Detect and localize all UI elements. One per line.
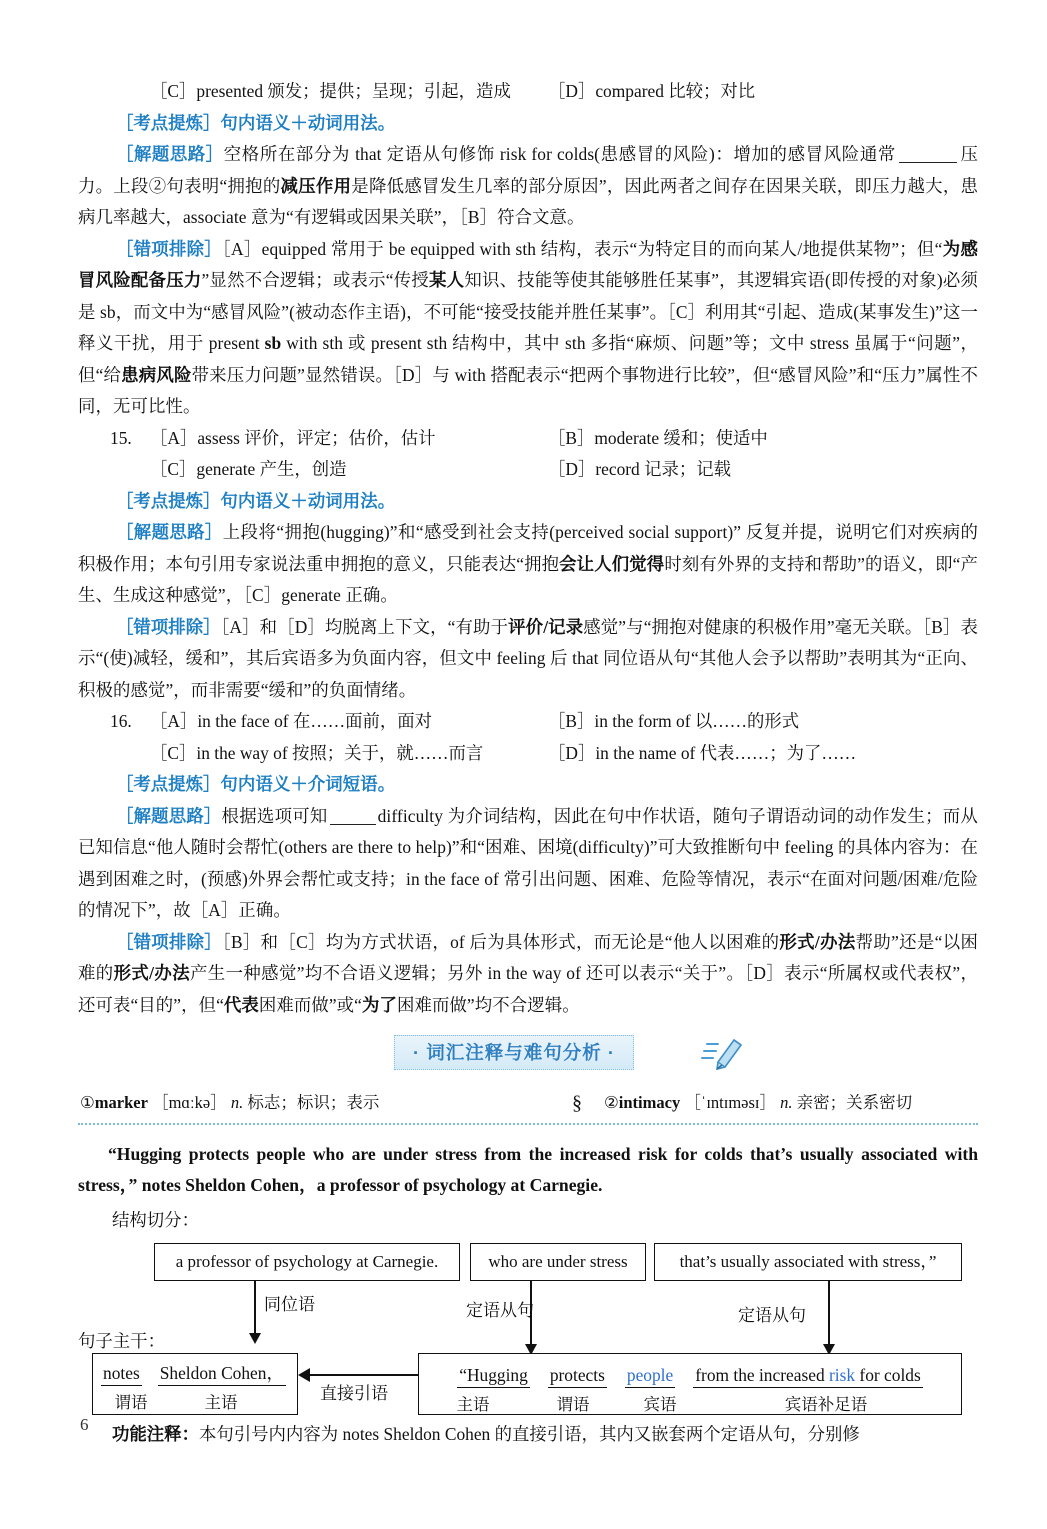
q15-option-d: ［D］record 记录；记载 xyxy=(548,459,732,479)
q16-jieti-t2: difficulty 为介词结构，因此在句中作状语，随句子谓语动词的动作发生；而从已知信息“他人随时会帮忙(others are there to help)”和“困难、困境(difficulty)”可大致推断句中 feeling 的具体内容为：在遇到困难之时，(预感)外界会帮忙或支持；in the face of 常引出问题、困难、危险等情况，表示“在面对问题/困难/危险的情况下”，故［A］正确。 xyxy=(78,805,978,920)
q14-kaodian-text: 句内语义＋动词用法。 xyxy=(220,112,396,133)
q14-jieti-part3: 是降低感冒发生几率的部分原因”，因此两者之间存在因果关联，即压力越大，患病几率越大，associate 意为“有逻辑或因果关联”，［B］符合文意。 xyxy=(78,175,978,227)
q14-cuoxiang-b5: 患病风险 xyxy=(121,364,192,385)
q15-jieti-tag: ［解题思路］ xyxy=(116,522,223,542)
q14-cuoxiang-t1: ［A］equipped 常用于 be equipped with sth 结构，表示“为特定目的而向某人/地提供某物”；但“ xyxy=(221,238,943,259)
q15-cuoxiang-t2: 感觉”与“拥抱对健康的积极作用”毫无关联。［B］表示“(使)减轻，缓和”，其后宾语多为负面内容，但文中 feeling 后 that 同位语从句“其他人会予以帮助”表明其为“正向、积极的感觉”，而非需要“缓和”的负面情绪。 xyxy=(78,616,978,700)
q16-jieti-paragraph xyxy=(78,801,978,927)
function-note-line xyxy=(78,1419,978,1449)
q16-cuoxiang-t2: 帮助”还是“以困难的 xyxy=(78,931,978,983)
q14-option-d: ［D］compared 比较；对比 xyxy=(548,81,756,101)
diagram-box-appositive: a professor of psychology at Carnegie. xyxy=(154,1243,460,1281)
arrow-line-appositive xyxy=(254,1281,256,1335)
vocab-1-pos: n. xyxy=(230,1093,244,1112)
main-left-role-1: 主语 xyxy=(204,1393,238,1412)
q16-jieti-tag: ［解题思路］ xyxy=(116,805,222,826)
main-right-roles xyxy=(419,1388,961,1418)
q14-jieti-bold1: 减压作用 xyxy=(280,175,352,196)
vocab-separator-icon: § xyxy=(572,1092,582,1114)
q16-option-c: ［C］in the way of 按照；关于，就……而言 xyxy=(150,742,484,763)
q14-cuoxiang-b4: sb xyxy=(264,333,282,353)
q15-jieti-t2: 时刻有外界的支持和帮助”的语义，即“产生、生成这种感觉”，［C］generate 正确。 xyxy=(78,553,978,605)
q15-options-row-1 xyxy=(78,423,978,455)
q16-cuoxiang-paragraph xyxy=(78,927,978,1022)
q14-cuoxiang-b3: 某人 xyxy=(429,270,465,290)
q15-kaodian-tag: ［考点提炼］ xyxy=(116,490,221,511)
connector-arrow-head xyxy=(298,1368,310,1382)
main-right-word-1: protects xyxy=(548,1365,607,1388)
main-right-words xyxy=(419,1354,961,1388)
q16-option-a: ［A］in the face of 在……面前，面对 xyxy=(150,711,433,731)
q16-jieti-blank xyxy=(330,824,376,825)
q16-kaodian-text: 句内语义＋介词短语。 xyxy=(220,774,396,794)
connector-line-direct-quote xyxy=(310,1374,418,1376)
main-right-word-risk: risk xyxy=(828,1365,856,1385)
q15-kaodian-text: 句内语义＋动词用法。 xyxy=(220,490,396,511)
q16-cuoxiang-b3: 代表 xyxy=(223,994,259,1015)
vocab-2-pos: n. xyxy=(780,1093,793,1112)
arrow-label-relative-2: 定语从句 xyxy=(738,1306,806,1325)
q14-cuoxiang-t3: 知识、技能等使其能够胜任某事”，其逻辑宾语(即传授的对象)必须是 sb，而文中为“感冒风险”(被动态作主语)，不可能“接受技能并胜任某事”。［C］利用其“引起、造成(某事发生)”这一释义干扰，用于 present xyxy=(78,270,979,353)
arrow-line-relative-2 xyxy=(828,1281,830,1346)
main-right-word-0: “Hugging xyxy=(457,1365,530,1388)
q16-option-b: ［B］in the form of 以……的形式 xyxy=(548,711,800,731)
main-left-words xyxy=(93,1354,297,1386)
q15-cuoxiang-t1: ［A］和［D］均脱离上下文，“有助于 xyxy=(220,616,509,637)
vocab-entry-1 xyxy=(80,1090,550,1116)
q14-cuoxiang-b2: 配备压力 xyxy=(130,270,202,290)
page-content xyxy=(78,76,978,1449)
q16-cuoxiang-t4: 困难而做”或“ xyxy=(258,994,362,1015)
vocab-section-title: · 词汇注释与难句分析 · xyxy=(394,1035,634,1070)
hard-sentence-quote: “Hugging protects people who are under stress from the increased risk for colds that’s usually associated with stress，” notes Sheldon Cohen，a professor of psychology at Carnegie. xyxy=(78,1144,978,1195)
vocab-2-phonetic: ［ˈɪntɪməsɪ］ xyxy=(684,1093,777,1112)
q15-cuoxiang-tag: ［错项排除］ xyxy=(116,616,221,637)
q16-number: 16. xyxy=(110,711,132,731)
q16-options-row-2 xyxy=(78,738,978,770)
q16-option-d: ［D］in the name of 代表……；为了…… xyxy=(548,742,857,763)
q15-jieti-b1: 会让人们觉得 xyxy=(559,553,665,574)
main-left-role-0: 谓语 xyxy=(114,1393,148,1412)
q16-cuoxiang-tag: ［错项排除］ xyxy=(116,931,222,952)
vocab-entry-2 xyxy=(604,1090,978,1116)
q15-option-a-wrap xyxy=(78,423,548,455)
main-right-role-0: 主语 xyxy=(456,1395,490,1414)
arrow-label-direct-quote: 直接引语 xyxy=(320,1384,388,1403)
vocab-section-header-wrap xyxy=(78,1035,978,1081)
q15-cuoxiang-paragraph xyxy=(78,612,978,707)
q16-cuoxiang-b2: 形式/办法 xyxy=(113,963,190,983)
q14-cuoxiang-paragraph xyxy=(78,234,978,423)
arrow-label-relative-1: 定语从句 xyxy=(466,1301,534,1320)
vocab-1-word: marker xyxy=(94,1093,148,1112)
main-left-roles xyxy=(93,1386,297,1416)
q14-jieti-part1: 空格所在部分为 that 定语从句修饰 risk for colds(患感冒的风险)：增加的感冒风险通常 xyxy=(223,144,896,164)
q14-cuoxiang-t2: ”显然不合逻辑；或表示“传授 xyxy=(201,270,430,290)
vocab-2-meaning: 亲密；关系密切 xyxy=(796,1093,913,1112)
function-note-text: 本句引号内内容为 notes Sheldon Cohen 的直接引语，其内又嵌套两个定语从句，分别修 xyxy=(198,1424,860,1444)
q14-jieti-paragraph xyxy=(78,139,978,234)
q14-kaodian-tag: ［考点提炼］ xyxy=(116,112,221,133)
diagram-main-left-box xyxy=(92,1353,298,1415)
q14-jieti-part2: 压力。上段②句表明“拥抱的 xyxy=(78,144,978,196)
q15-option-b: ［B］moderate 缓和；使适中 xyxy=(548,427,768,448)
main-right-word-3: from the increased risk for colds xyxy=(693,1365,923,1388)
sentence-structure-diagram xyxy=(78,1239,978,1417)
arrow-head-appositive xyxy=(249,1333,261,1344)
vocab-2-index: ② xyxy=(604,1093,619,1112)
q15-jieti-t1: 上段将“拥抱(hugging)”和“感受到社会支持(perceived social support)” 反复并提，说明它们对疾病的积极作用；本句引用专家说法重申拥抱的意义，只能表达“拥抱 xyxy=(78,522,978,574)
q16-option-a-wrap xyxy=(78,706,548,738)
main-left-word-0: notes xyxy=(101,1363,142,1386)
q14-jieti-tag: ［解题思路］ xyxy=(116,144,224,164)
q14-options-row xyxy=(78,76,978,108)
vocab-entries-row xyxy=(78,1090,978,1116)
vocab-1-index: ① xyxy=(80,1093,95,1112)
vocab-1-phonetic: ［mɑːkə］ xyxy=(152,1093,227,1112)
q14-option-c: ［C］presented 颁发；提供；呈现；引起，造成 xyxy=(150,81,511,101)
q15-option-a: ［A］assess 评价，评定；估价，估计 xyxy=(150,427,436,448)
q15-number: 15. xyxy=(110,427,132,448)
q16-cuoxiang-b4: 为了 xyxy=(361,994,397,1015)
q16-kaodian-tag: ［考点提炼］ xyxy=(116,774,221,794)
main-right-role-3: 宾语补足语 xyxy=(784,1395,868,1414)
q14-kaodian-line xyxy=(78,108,978,140)
q14-cuoxiang-b1: 为感冒风险 xyxy=(78,238,978,290)
q15-cuoxiang-b1: 评价/记录 xyxy=(508,616,584,637)
q16-cuoxiang-t1: ［B］和［C］均为方式状语，of 后为具体形式，而无论是“他人以困难的 xyxy=(221,931,780,952)
diagram-box-relative-2: that’s usually associated with stress，” xyxy=(654,1243,962,1281)
q16-options-row-1 xyxy=(78,706,978,738)
q16-jieti-t1: 根据选项可知 xyxy=(221,805,328,826)
structure-split-label: 结构切分： xyxy=(112,1210,199,1230)
q16-cuoxiang-b1: 形式/办法 xyxy=(779,931,856,952)
q14-cuoxiang-t5: 带来压力问题”显然错误。［D］与 with 搭配表示“把两个事物进行比较”，但“感冒风险”和“压力”属性不同，无可比性。 xyxy=(78,364,978,416)
q14-cuoxiang-t4: with sth 或 present sth 结构中，其中 sth 多指“麻烦、问题”等；文中 stress 虽属于“问题”，但“给 xyxy=(78,333,979,385)
trunk-label: 句子主干： xyxy=(78,1331,165,1351)
q16-cuoxiang-t3: 产生一种感觉”均不合语义逻辑；另外 in the way of 还可以表示“关于”。［D］表示“所属权或代表权”，还可表“目的”，但“ xyxy=(78,963,978,1015)
pen-icon xyxy=(700,1031,746,1080)
page-number: 6 xyxy=(80,1415,89,1434)
function-note-label: 功能注释： xyxy=(112,1424,199,1444)
diagram-box-relative-1: who are under stress xyxy=(470,1243,646,1281)
arrow-label-appositive: 同位语 xyxy=(264,1295,315,1314)
q15-options-row-2 xyxy=(78,454,978,486)
diagram-main-right-box xyxy=(418,1353,962,1415)
main-right-role-2: 宾语 xyxy=(643,1395,677,1414)
q14-cuoxiang-tag: ［错项排除］ xyxy=(116,238,222,259)
main-right-word-2: people xyxy=(625,1365,675,1388)
q15-option-c: ［C］generate 产生，创造 xyxy=(150,459,347,479)
q14-jieti-blank xyxy=(899,162,957,163)
q15-kaodian-line xyxy=(78,486,978,518)
q16-cuoxiang-t5: 困难而做”均不合逻辑。 xyxy=(396,994,580,1015)
main-right-role-1: 谓语 xyxy=(556,1395,590,1414)
vocab-2-word: intimacy xyxy=(618,1093,681,1112)
vocab-1-meaning: 标志；标识；表示 xyxy=(247,1093,380,1112)
q16-kaodian-line xyxy=(78,769,978,801)
dotted-divider xyxy=(78,1123,978,1125)
q15-jieti-paragraph xyxy=(78,517,978,612)
main-left-word-1: Sheldon Cohen， xyxy=(158,1359,286,1386)
